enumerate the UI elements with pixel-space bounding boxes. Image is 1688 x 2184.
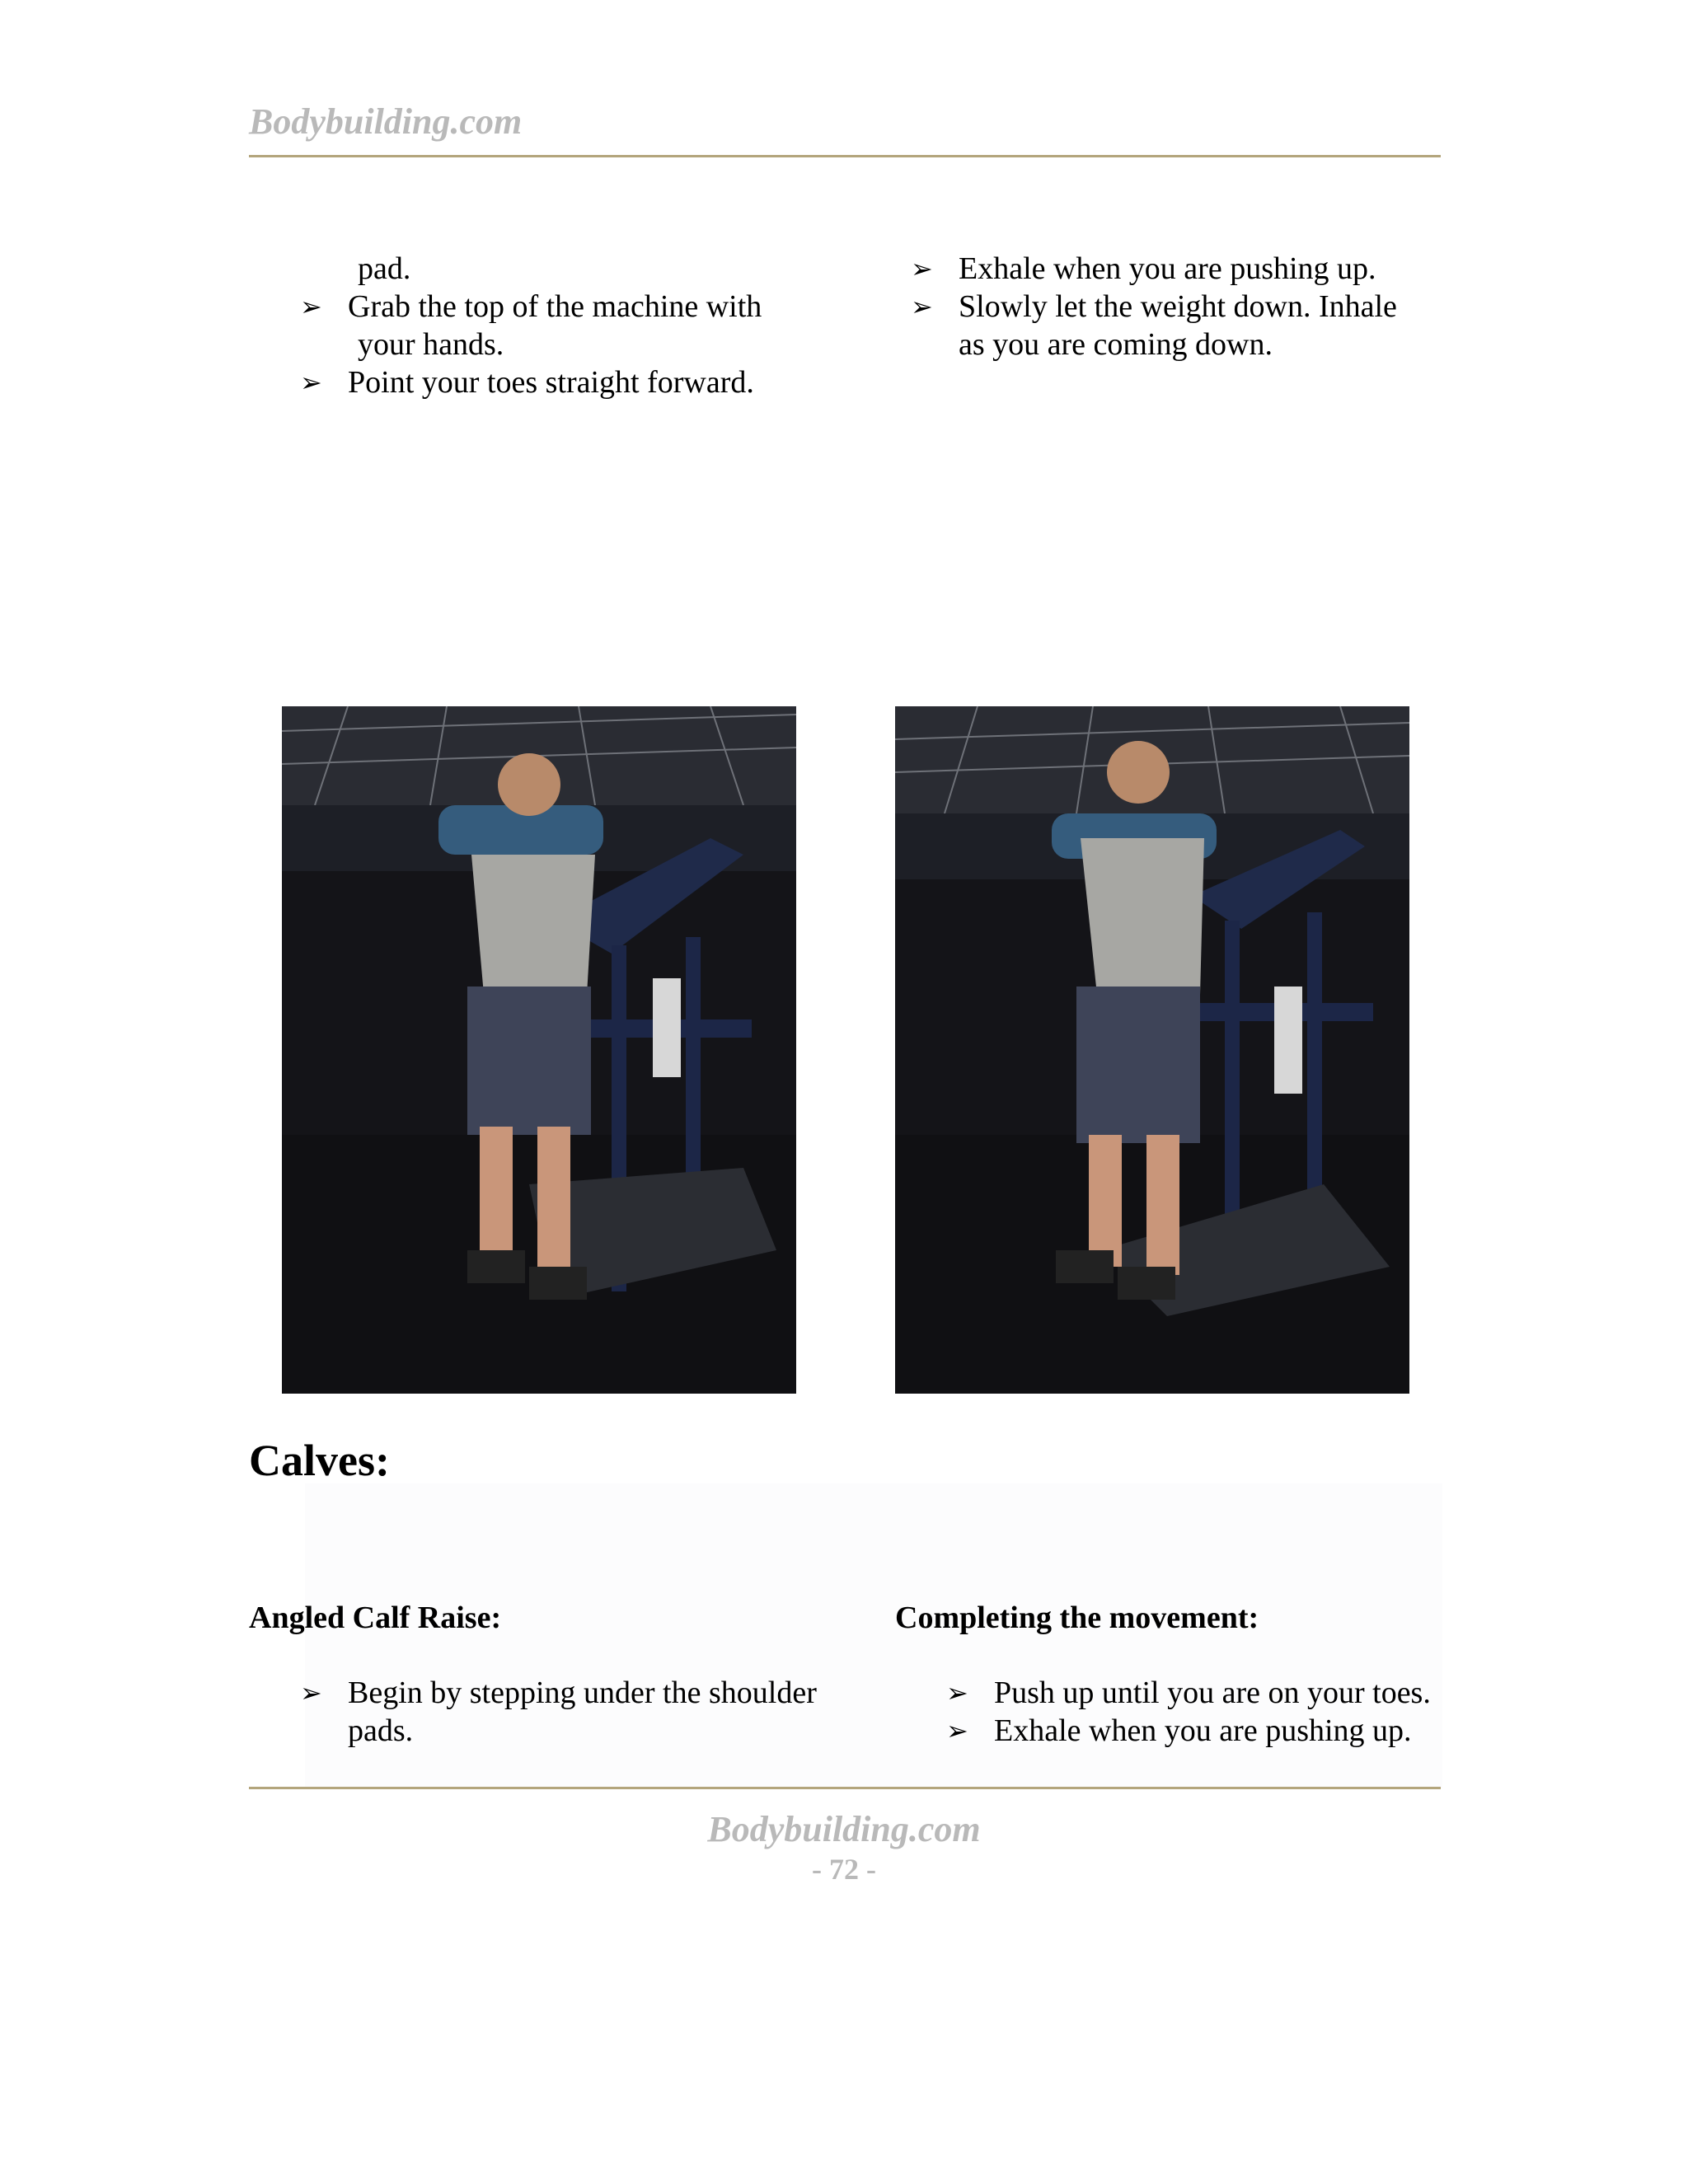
arrow-bullet-icon: ➢ — [300, 367, 322, 398]
header-rule — [249, 155, 1441, 157]
left-continuation-text: pad. — [358, 251, 411, 286]
list-item: ➢ Slowly let the weight down. Inhale as you are coming down. — [911, 289, 1397, 362]
list-item: ➢ Exhale when you are pushing up. — [946, 1713, 1412, 1748]
list-item: ➢ Begin by stepping under the shoulder pads. — [300, 1675, 817, 1748]
arrow-bullet-icon: ➢ — [911, 291, 933, 322]
section-title: Calves: — [249, 1436, 390, 1485]
arrow-bullet-icon: ➢ — [946, 1677, 968, 1708]
arrow-bullet-icon: ➢ — [300, 1677, 322, 1708]
list-item: ➢ Exhale when you are pushing up. — [911, 251, 1376, 286]
gym-photo-illustration — [282, 706, 796, 1394]
list-item: ➢ Point your toes straight forward. — [300, 365, 754, 400]
right-subheading: Completing the movement: — [895, 1601, 1259, 1635]
footer-brand: Bodybuilding.com — [707, 1809, 981, 1849]
list-item: ➢ Push up until you are on your toes. — [946, 1675, 1431, 1710]
list-item: ➢ Grab the top of the machine with your hands. — [300, 289, 762, 362]
header-brand: Bodybuilding.com — [249, 101, 523, 142]
arrow-bullet-icon: ➢ — [946, 1715, 968, 1746]
gym-photo-illustration — [895, 706, 1409, 1394]
top-right-bullet-list — [911, 250, 1397, 363]
section-left-bullet-list — [300, 1674, 817, 1750]
page-number: - 72 - — [812, 1853, 876, 1886]
top-left-bullet-list — [300, 288, 762, 401]
calf-raise-finish-photo — [895, 706, 1409, 1394]
arrow-bullet-icon: ➢ — [300, 291, 322, 322]
footer-rule — [249, 1787, 1441, 1789]
section-right-bullet-list — [946, 1674, 1431, 1750]
left-subheading: Angled Calf Raise: — [249, 1601, 502, 1635]
arrow-bullet-icon: ➢ — [911, 253, 933, 284]
calf-raise-start-photo — [282, 706, 796, 1394]
